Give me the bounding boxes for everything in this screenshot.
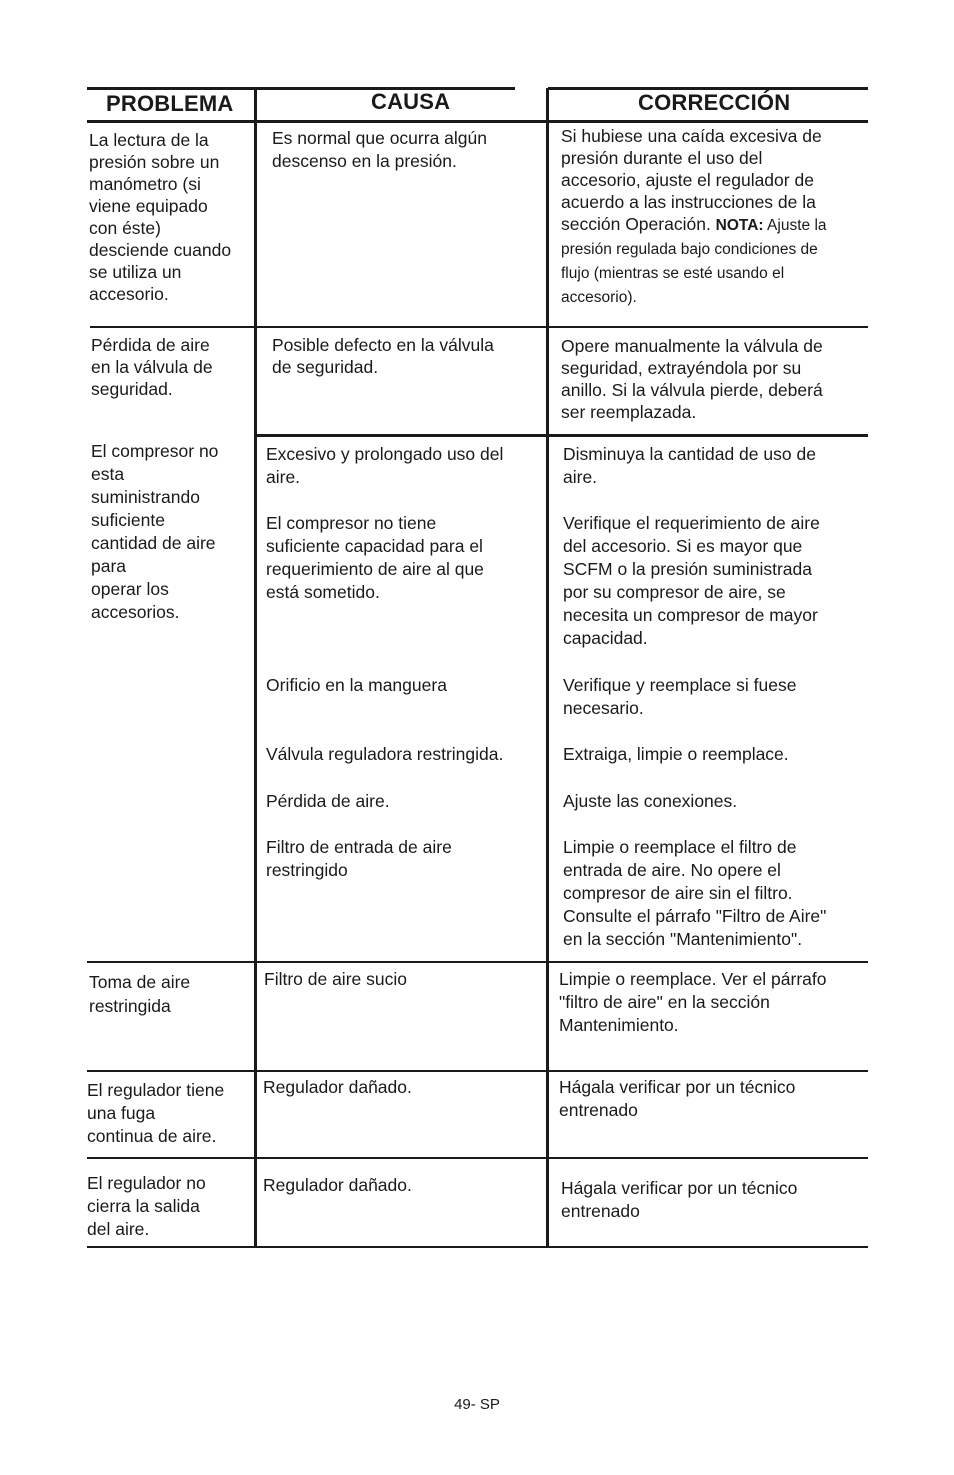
row3-causa-4: Válvula reguladora restringida. [266, 744, 504, 764]
row-divider-5 [87, 1157, 868, 1159]
row3-causa-6: Filtro de entrada de aire restringido [266, 837, 452, 880]
row2-problema: Pérdida de aire en la válvula de seguridad. [91, 335, 213, 399]
row1-causa: Es normal que ocurra algún descenso en la presión. [272, 128, 487, 171]
row1-nota-text: Ajuste la presión regulada bajo condiciones de flujo (mientras se esté usando el accesorio). [561, 217, 827, 306]
header-problema: PROBLEMA [106, 91, 234, 116]
row3-correccion-3: Verifique y reemplace si fuese necesario. [563, 675, 797, 718]
row1-correccion [561, 125, 865, 309]
row3-causa-3: Orificio en la manguera [266, 675, 447, 695]
row-divider-4 [87, 1070, 868, 1072]
row3-correccion-5: Ajuste las conexiones. [563, 791, 738, 811]
header-correccion: CORRECCIÓN [638, 90, 791, 115]
row6-problema: El regulador no cierra la salida del aire. [87, 1173, 206, 1239]
row-divider-1-left [90, 326, 256, 328]
table-bottom-rule [87, 1246, 868, 1248]
row4-correccion: Limpie o reemplace. Ver el párrafo "filtro de aire" en la sección Mantenimiento. [559, 969, 827, 1035]
row6-causa: Regulador dañado. [263, 1175, 412, 1195]
column-divider-2 [546, 88, 549, 1248]
row3-causa-2: El compresor no tiene suficiente capacidad para el requerimiento de aire al que está sometido. [266, 513, 484, 602]
row2-correccion: Opere manualmente la válvula de seguridad, extrayéndola por su anillo. Si la válvula pierde, deberá ser reemplazada. [561, 336, 823, 422]
page-number: 49- SP [454, 1396, 500, 1413]
row5-problema: El regulador tiene una fuga continua de aire. [87, 1080, 225, 1146]
row6-correccion: Hágala verificar por un técnico entrenado [561, 1178, 798, 1221]
row1-nota-label: NOTA: [715, 217, 764, 234]
row3-correccion-1: Disminuya la cantidad de uso de aire. [563, 444, 816, 487]
row3-correccion-6: Limpie o reemplace el filtro de entrada de aire. No opere el compresor de aire sin el filtro. Consulte el párrafo "Filtro de Aire" en la sección "Mantenimiento". [563, 837, 827, 949]
header-causa: CAUSA [371, 89, 451, 114]
table-top-rule [87, 87, 515, 90]
column-divider-1 [254, 88, 257, 1248]
row-divider-3 [87, 961, 868, 963]
row5-causa: Regulador dañado. [263, 1077, 412, 1097]
row1-problema: La lectura de la presión sobre un manómetro (si viene equipado con éste) desciende cuando se utiliza un accesorio. [89, 130, 232, 304]
row5-correccion: Hágala verificar por un técnico entrenado [559, 1077, 796, 1120]
row3-problema: El compresor no esta suministrando suficiente cantidad de aire para operar los accesorios. [91, 441, 219, 622]
row-divider-2 [256, 434, 868, 437]
row1-correccion-main: Si hubiese una caída excesiva de presión durante el uso del accesorio, ajuste el regulador de acuerdo a las instrucciones de la sección Operación. [561, 126, 822, 234]
row3-correccion-2: Verifique el requerimiento de aire del accesorio. Si es mayor que SCFM o la presión suministrada por su compresor de aire, se necesita un compresor de mayor capacidad. [563, 513, 820, 648]
row3-causa-5: Pérdida de aire. [266, 791, 390, 811]
row3-correccion-4: Extraiga, limpie o reemplace. [563, 744, 789, 764]
row3-causa-1: Excesivo y prolongado uso del aire. [266, 444, 504, 487]
row-divider-1-right [256, 326, 868, 328]
row2-causa: Posible defecto en la válvula de seguridad. [272, 335, 494, 377]
row4-causa: Filtro de aire sucio [264, 969, 407, 989]
header-bottom-rule [87, 120, 868, 123]
row4-problema: Toma de aire restringida [89, 972, 191, 1016]
